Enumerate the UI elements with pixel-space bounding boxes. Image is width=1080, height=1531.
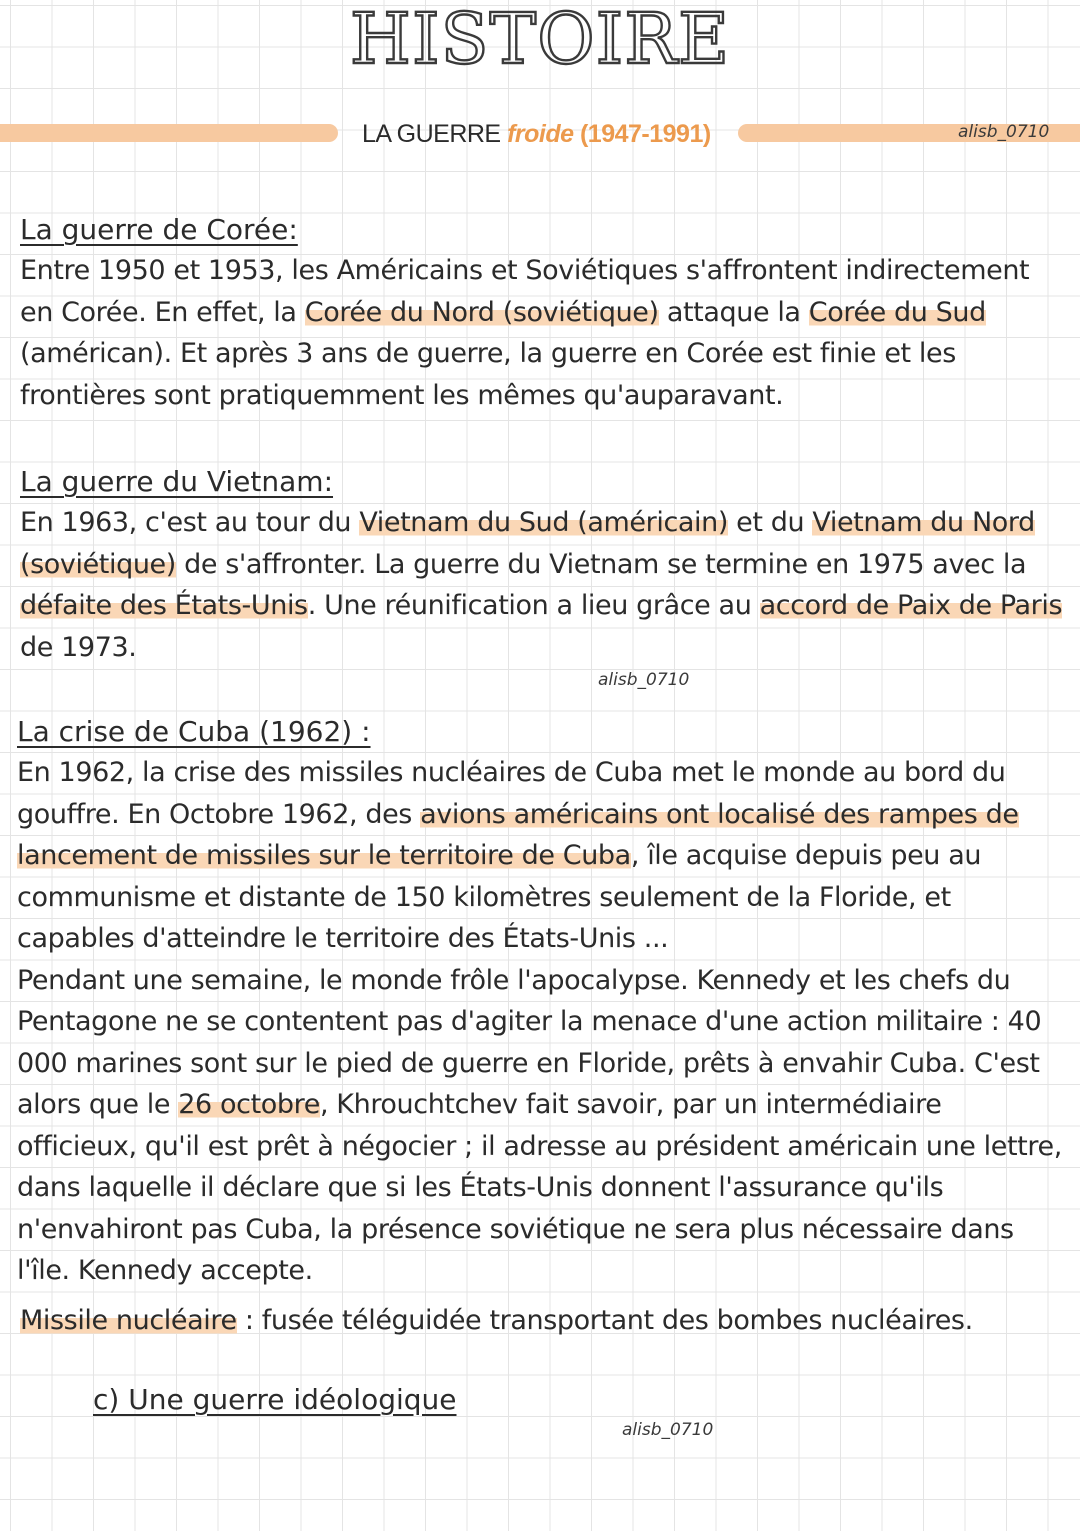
definition-text: : fusée téléguidée transportant des bombes nucléaires. — [236, 1305, 973, 1336]
author-handle: alisb_0710 — [622, 1420, 714, 1440]
highlight: Corée du Nord (soviétique) — [304, 296, 659, 328]
author-handle: alisb_0710 — [958, 122, 1050, 142]
subtitle-highlight: froide — [507, 120, 574, 148]
section-heading: La crise de Cuba (1962) : — [17, 715, 371, 748]
section-heading: La guerre de Corée: — [20, 213, 298, 246]
paragraph: En 1962, la crise des missiles nucléaires de Cuba met le monde au bord du gouffre. En Octobre 1962, des avions américains ont localisé des rampes de lancement de missiles sur le territoire de Cuba, île acquise depuis peu au communisme et distante de 150 kilomètres seulement de la Floride, et capables d'atteindre le territoire des États-Unis ... — [17, 757, 1019, 954]
paragraph: Pendant une semaine, le monde frôle l'apocalypse. Kennedy et les chefs du Pentagone ne se contentent pas d'agiter la menace d'une action militaire : 40 000 marines sont sur le pied de guerre en Floride, prêts à envahir Cuba. C'est alors que le 26 octobre, Khrouchtchev fait savoir, par un intermédiaire officieux, qu'il est prêt à négocier ; il adresse au président américain une lettre, dans laquelle il déclare que si les États-Unis donnent l'assurance qu'ils n'envahiront pas Cuba, la présence soviétique ne sera plus nécessaire dans l'île. Kennedy accepte. — [17, 964, 1062, 1286]
subtitle-prefix: LA GUERRE — [362, 120, 501, 148]
section-coree — [20, 210, 1070, 416]
section-vietnam — [20, 462, 1070, 668]
highlight: Corée du Sud — [808, 296, 986, 328]
highlight: défaite des États-Unis — [20, 590, 308, 621]
highlight: 26 octobre — [178, 1089, 320, 1120]
highlight: accord de Paix de Paris — [759, 590, 1063, 621]
page-subtitle — [362, 120, 711, 149]
section-cuba — [17, 712, 1067, 1292]
section-text: En 1963, c'est au tour du Vietnam du Sud (américain) et du Vietnam du Nord (soviétique) de s'affronter. La guerre du Vietnam se termine en 1975 avec la défaite des États-Unis. Une réunification a lieu grâce au accord de Paix de Paris de 1973. — [20, 507, 1063, 663]
definition-term: Missile nucléaire — [20, 1305, 237, 1336]
highlight: avions américains ont localisé des rampes de lancement de missiles sur le territoire de Cuba — [17, 798, 1019, 871]
subtitle-years: (1947-1991) — [579, 120, 711, 148]
section-text — [17, 752, 1067, 1292]
definition — [20, 1300, 1070, 1342]
section-heading: La guerre du Vietnam: — [20, 465, 334, 498]
section-text: Entre 1950 et 1953, les Américains et Soviétiques s'affrontent indirectement en Corée. En effet, la Corée du Nord (soviétique) attaque la Corée du Sud (américan). Et après 3 ans de guerre, la guerre en Corée est finie et les frontières sont pratiquemment les mêmes qu'auparavant. — [20, 255, 1030, 411]
page-title: HISTOIRE — [349, 0, 731, 80]
decorative-bar-left — [0, 124, 338, 142]
subsection-heading: c) Une guerre idéologique — [93, 1383, 457, 1416]
highlight: Vietnam du Sud (américain) — [359, 507, 728, 538]
highlight: Vietnam du Nord (soviétique) — [20, 507, 1035, 580]
author-handle: alisb_0710 — [598, 670, 690, 690]
